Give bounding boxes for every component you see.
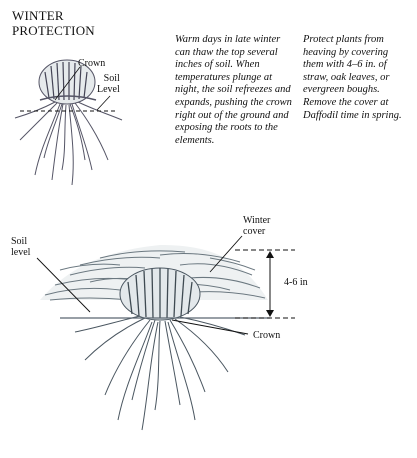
- crown-label: Crown: [78, 58, 106, 69]
- depth-arrow-up: [266, 251, 274, 258]
- covered-plant-crown: [120, 268, 200, 320]
- title-line-1: WINTER: [12, 8, 64, 23]
- covered-plant-roots: [75, 316, 245, 430]
- depth-arrow-down: [266, 310, 274, 317]
- title-line-2: PROTECTION: [12, 23, 95, 38]
- soil-level-label: Soil Level: [97, 73, 120, 95]
- depth-label: 4-6 in: [284, 277, 308, 288]
- crown-leader-bottom: [172, 320, 248, 334]
- winter-cover-label: Winter cover: [243, 215, 271, 237]
- soil-level-label-bottom: Soil level: [11, 236, 31, 258]
- protection-instructions: Protect plants from heaving by covering them with 4–6 in. of straw, oak leaves, or evergreen boughs. Remove the cover at Daffodil time in spring.: [303, 34, 402, 121]
- crown-label-bottom: Crown: [253, 330, 281, 341]
- frost-heave-explanation: Warm days in late winter can thaw the top several inches of soil. When temperatures plunge at night, the soil refreezes and expands, pushing the crown right out of the ground and exposing the roots to the elements.: [175, 34, 292, 146]
